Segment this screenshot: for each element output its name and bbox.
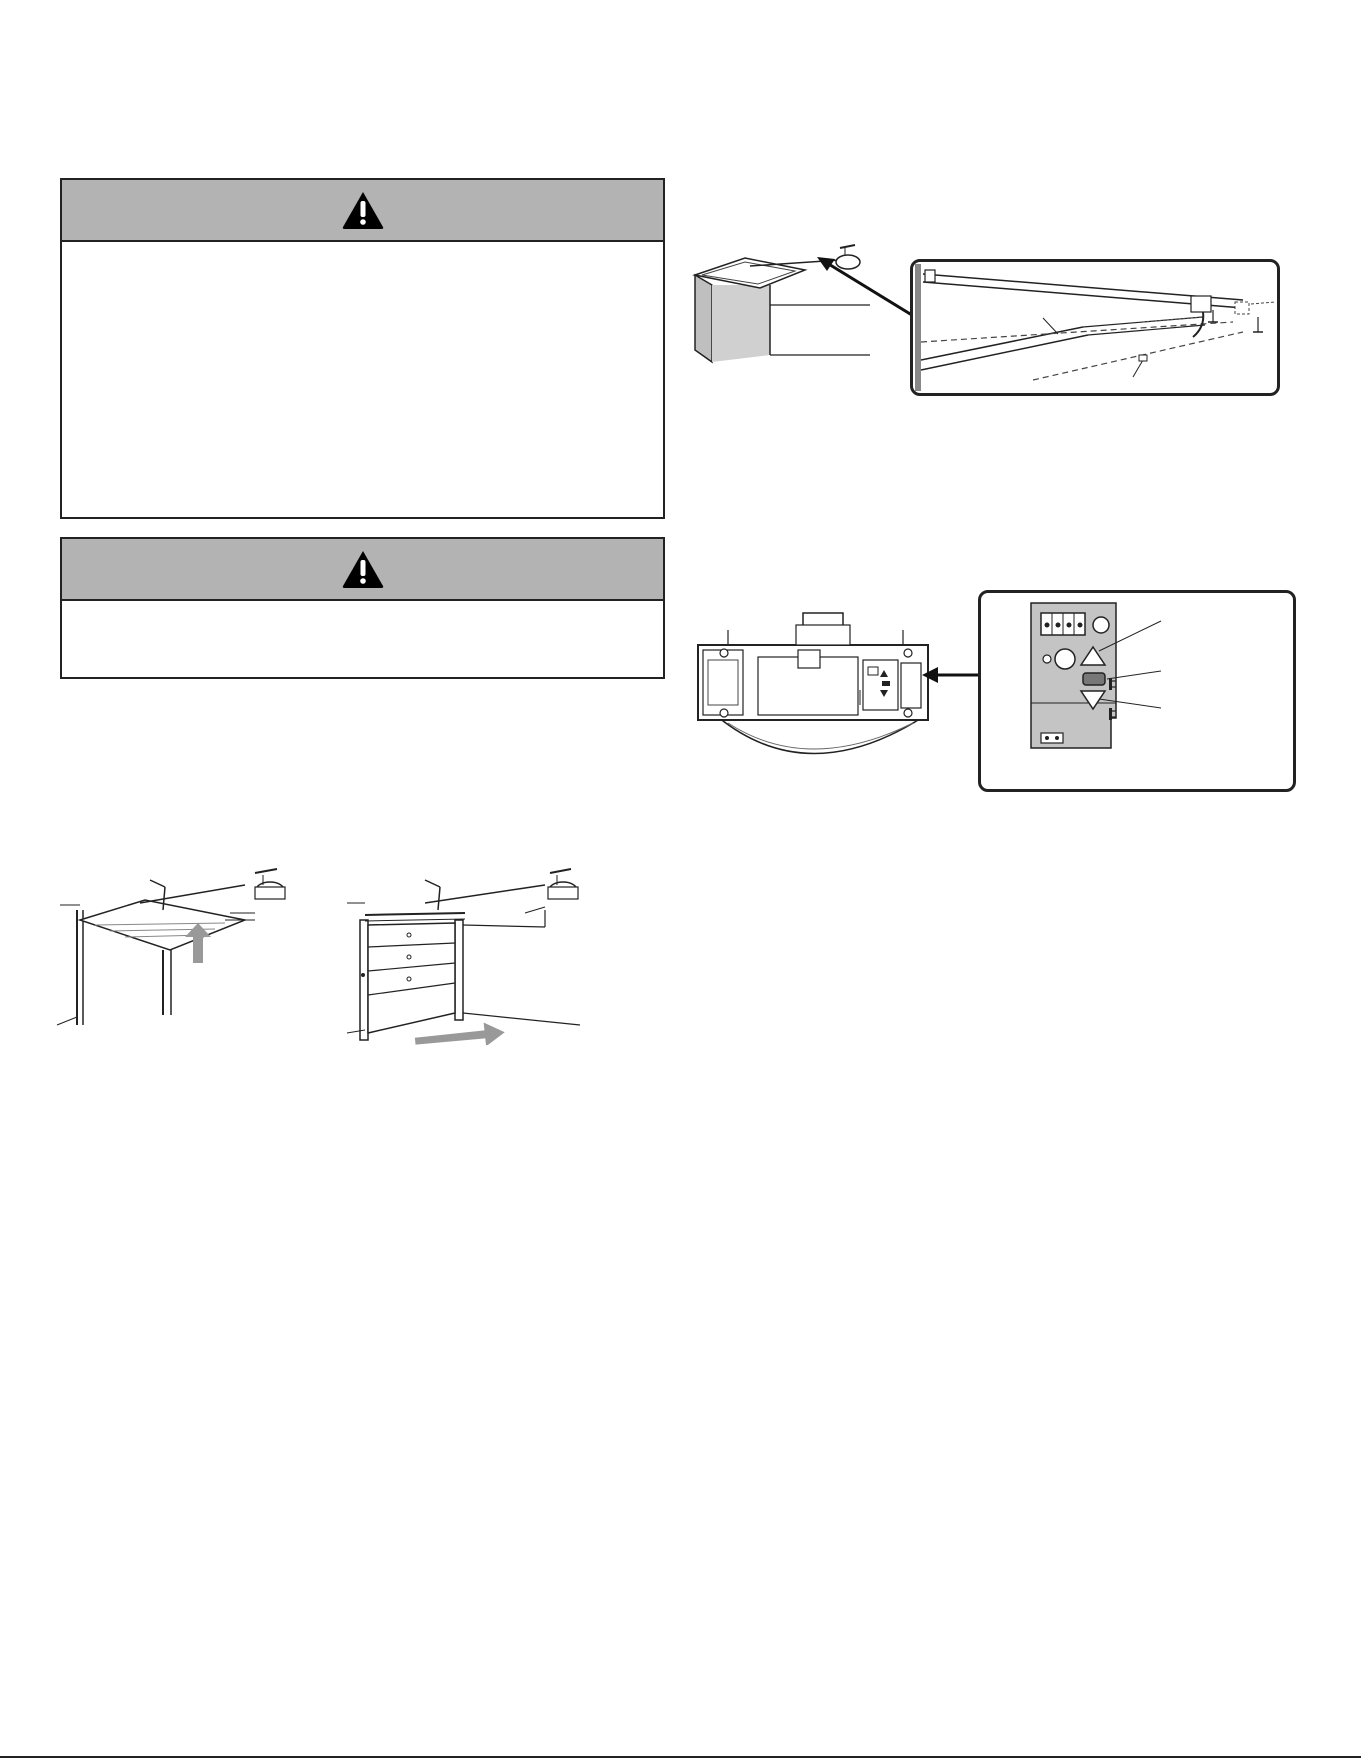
door-raising-illustration [55, 865, 305, 1030]
warning-triangle-icon [341, 549, 385, 589]
warning-header-2 [62, 539, 663, 601]
page-bottom-rule [0, 1756, 1361, 1758]
control-panel-detail-illustration [978, 590, 1296, 792]
warning-triangle-icon [341, 190, 385, 230]
warning-header-1 [62, 180, 663, 242]
trolley-detail-illustration [910, 259, 1280, 396]
arrow-to-detail [815, 255, 925, 325]
door-closed-illustration [345, 865, 585, 1045]
motor-unit-back-illustration [688, 605, 933, 765]
warning-box-1 [60, 178, 665, 519]
arrow-to-control-panel [920, 665, 980, 685]
warning-box-2 [60, 537, 665, 679]
